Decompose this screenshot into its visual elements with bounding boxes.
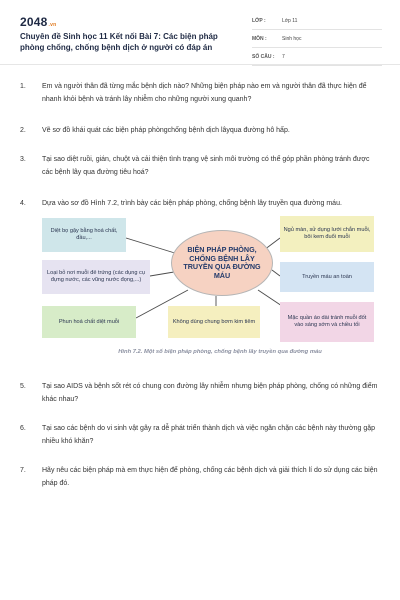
logo-sub: .vn: [48, 22, 57, 28]
connector-line: [126, 238, 178, 254]
connector-line: [272, 270, 280, 276]
connector-line: [150, 272, 174, 276]
question-number: 2.: [20, 127, 26, 134]
meta-value: 7: [282, 54, 285, 60]
document-header: [0, 0, 400, 65]
diagram-box-text: Truyền máu an toàn: [302, 273, 352, 280]
question-text: Dựa vào sơ đồ Hình 7.2, trình bày các biện pháp phòng, chống bệnh lây truyền qua đường máu.: [42, 200, 342, 207]
diagram-box-text: Ngủ màn, sử dụng lưới chắn muỗi, bôi kem đuổi muỗi: [283, 227, 371, 240]
question-text: Vẽ sơ đồ khái quát các biện pháp phòngchống bệnh dịch lâyqua đường hô hấp.: [42, 127, 290, 134]
diagram-box-breeding-sites: [42, 260, 150, 294]
diagram-box-blood-transfusion: [280, 262, 374, 292]
question-number: 6.: [20, 425, 26, 432]
figure-caption: Hình 7.2. Một số biện pháp phòng, chống bệnh lây truyền qua đường máu: [118, 349, 322, 355]
meta-label: MÔN :: [252, 36, 267, 42]
document-meta: [252, 14, 382, 68]
question-text: Tại sao các bệnh do vi sinh vật gây ra dễ phát triển thành dịch và việc ngăn chặn các bệnh này thường gặp nhiều khó khăn?: [42, 425, 376, 445]
diagram-center-text: BIỆN PHÁP PHÒNG, CHỐNG BỆNH LÂY TRUYỀN QUA ĐƯỜNG MÁU: [183, 245, 261, 280]
question-number: 3.: [20, 156, 26, 163]
meta-row-subject: [252, 32, 382, 48]
diagram-box-nets: [280, 216, 374, 252]
document-title: Chuyên đề Sinh học 11 Kết nối Bài 7: Các biện pháp phòng chống, chống bệnh dịch ở người có đáp án: [20, 32, 218, 52]
diagram-box-text: Mặc quần áo dài tránh muỗi đốt vào sáng sớm và chiều tối: [287, 315, 367, 328]
diagram-box-text: Diệt bọ gậy bằng hoá chất, đầu,...: [50, 228, 118, 241]
diagram-box-larvicide: [42, 218, 126, 252]
diagram-box-text: Phun hoá chất diệt muỗi: [58, 318, 120, 325]
diagram-box-needles: [168, 306, 260, 338]
question-number: 5.: [20, 383, 26, 390]
diagram-center-node: [171, 230, 273, 296]
meta-value: Sinh học: [282, 36, 302, 42]
question-number: 7.: [20, 467, 26, 474]
question-text: Tại sao diệt ruồi, gián, chuột và cải thiện tình trạng vệ sinh môi trường có thể góp phần phòng tránh được các bệnh lây qua đường tiêu hoá?: [42, 156, 370, 176]
figure-7-2-diagram: [38, 210, 378, 350]
diagram-box-text: Không dùng chung bơm kim tiêm: [172, 318, 256, 325]
question-number: 4.: [20, 200, 26, 207]
meta-row-count: [252, 50, 382, 66]
question-number: 1.: [20, 83, 26, 90]
site-logo[interactable]: [20, 15, 56, 29]
question-text: Tại sao AIDS và bệnh sốt rét có chung con đường lây nhiễm nhưng biện pháp phòng, chống có những điểm khác nhau?: [42, 383, 378, 403]
diagram-box-spray: [42, 306, 136, 338]
question-text: Hãy nêu các biện pháp mà em thực hiện để phòng, chống các bệnh dịch và giải thích lí do sử dụng các biện pháp đó.: [42, 467, 378, 487]
diagram-box-clothing: [280, 302, 374, 342]
meta-label: SỐ CÂU :: [252, 54, 275, 60]
meta-row-class: [252, 14, 382, 30]
meta-value: Lớp 11: [282, 18, 298, 24]
meta-label: LỚP :: [252, 18, 266, 24]
diagram-box-text: Loại bỏ nơi muỗi đẻ trứng (các dụng cụ đựng nước, các vũng nước đọng,...): [47, 270, 145, 283]
question-text: Em và người thân đã từng mắc bệnh dịch nào? Những biện pháp nào em và người thân đã thực hiện để nhanh khỏi bệnh và tránh lây nhiễm cho những người xung quanh?: [42, 83, 367, 103]
logo-main: 2048: [20, 15, 48, 29]
